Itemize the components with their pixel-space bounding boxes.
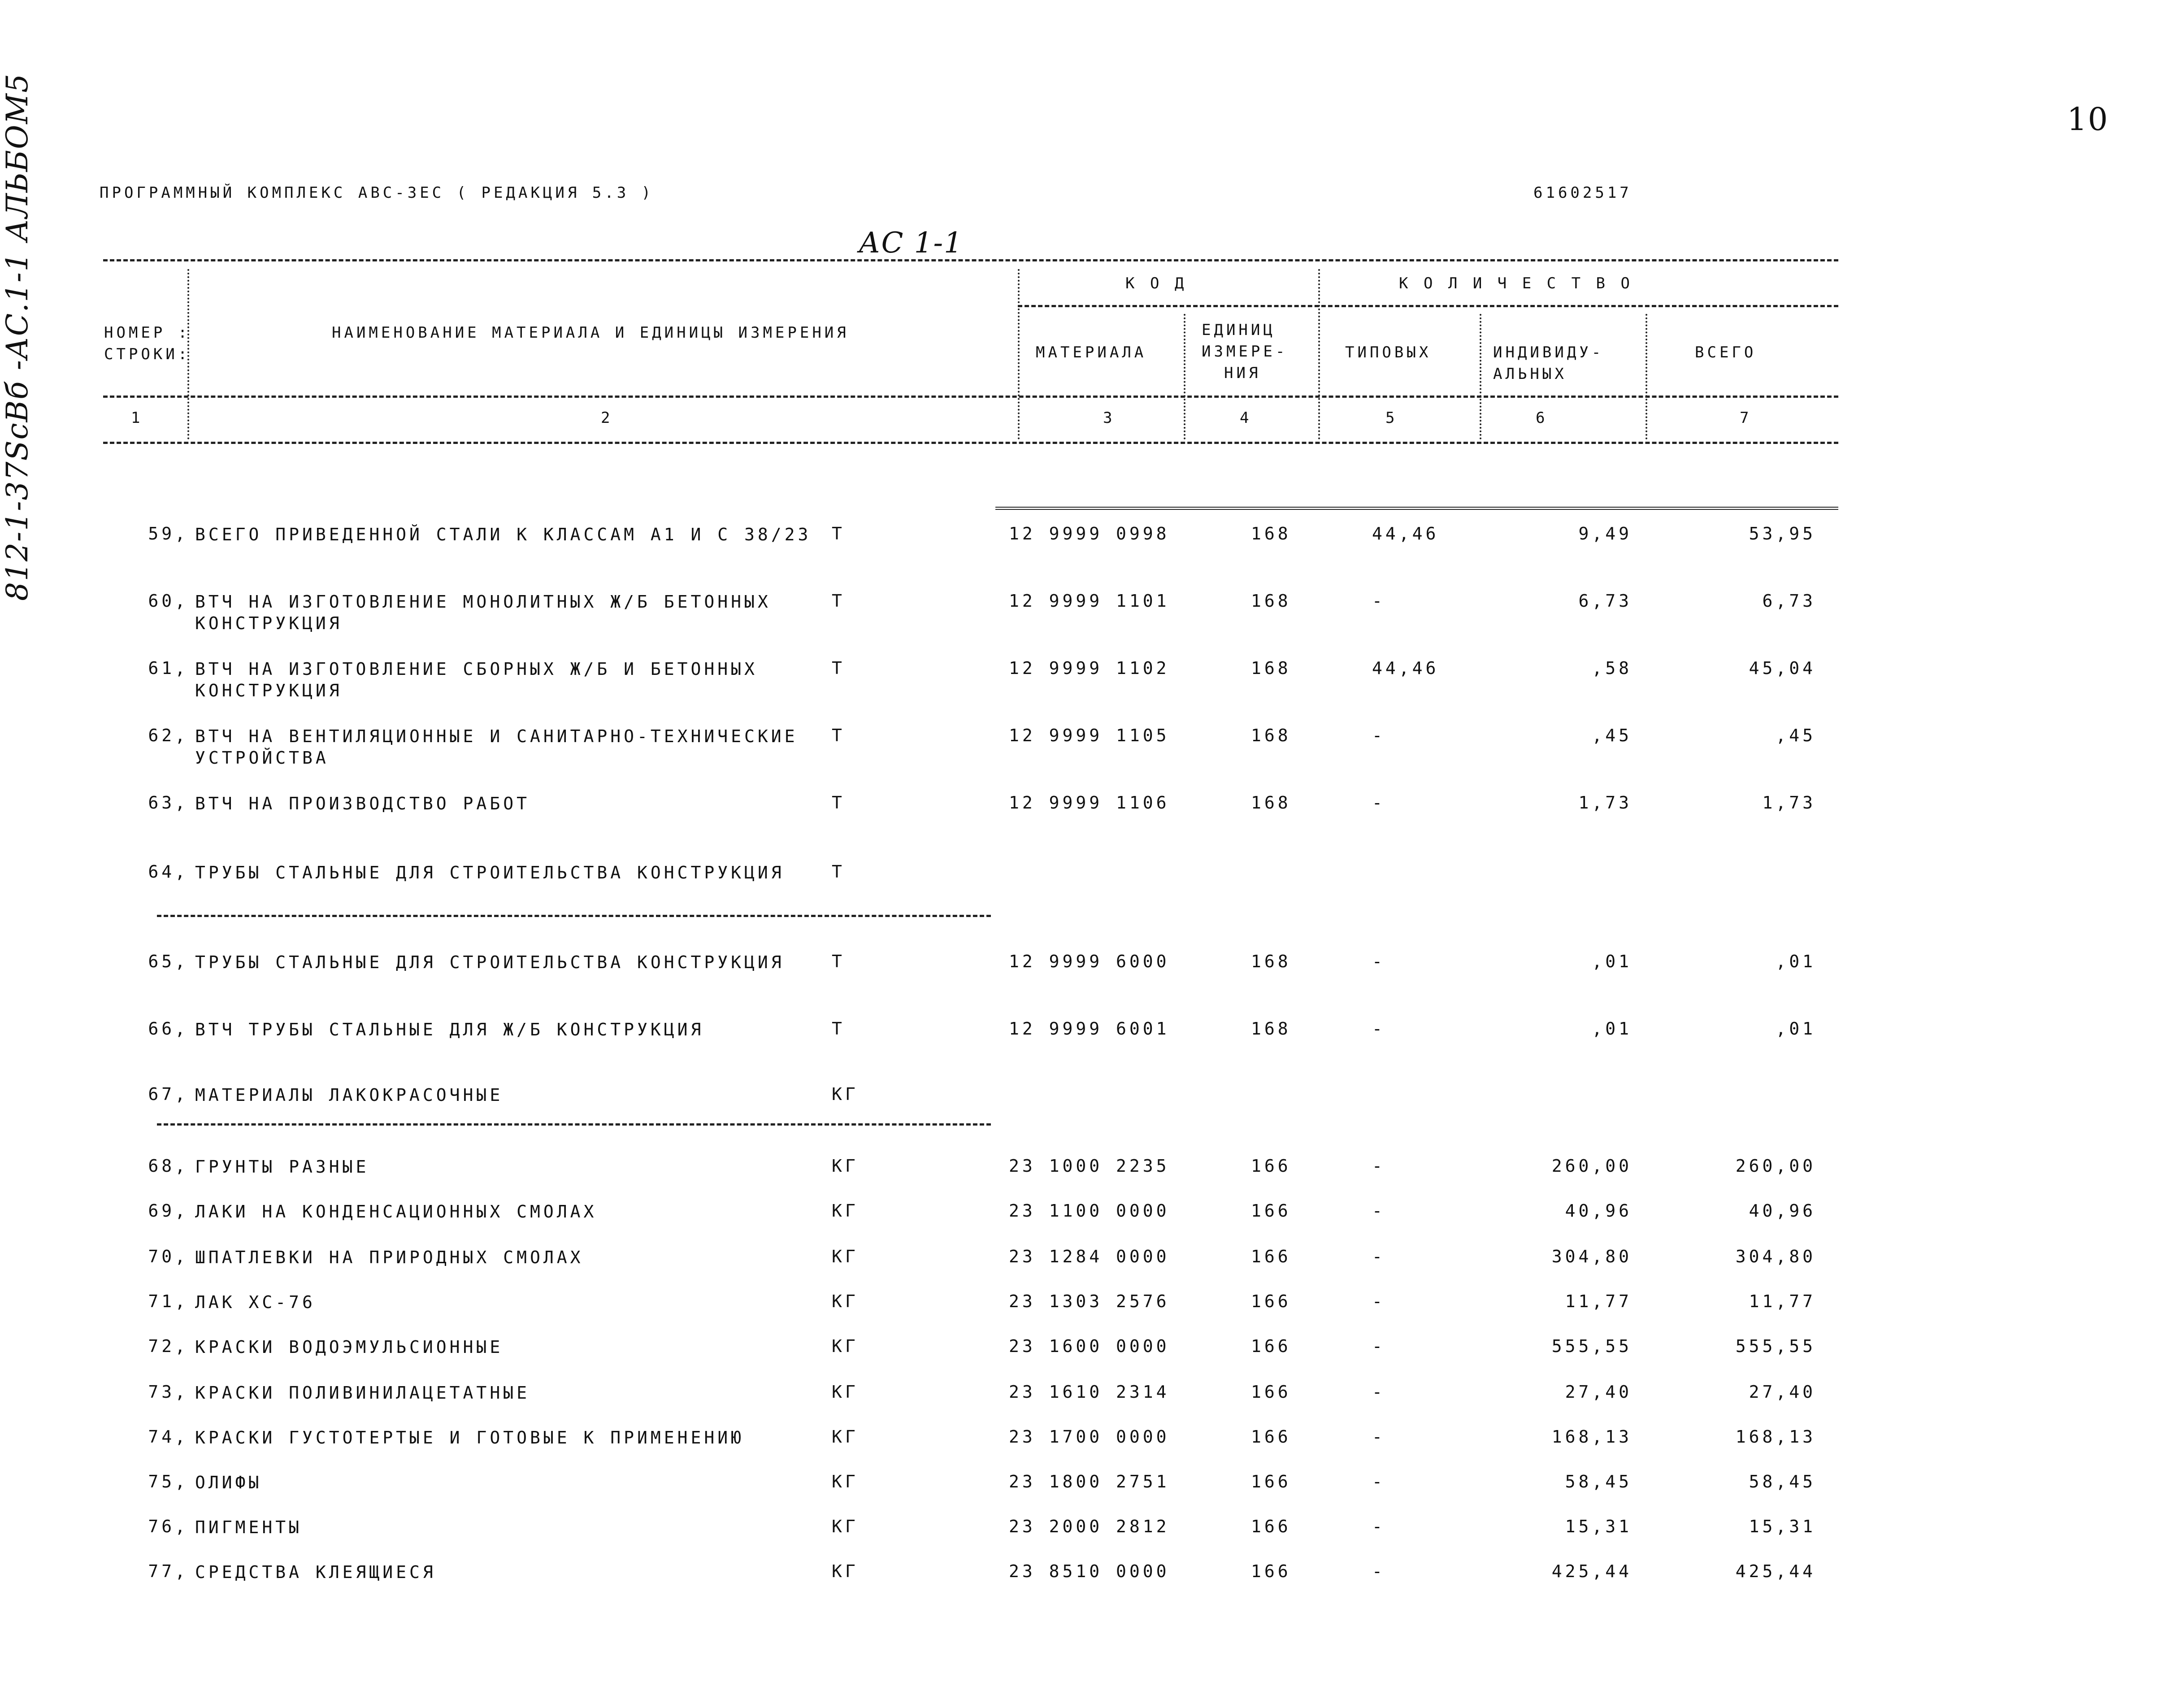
material-name: ТРУБЫ СТАЛЬНЫЕ ДЛЯ СТРОИТЕЛЬСТВА КОНСТРУКЦИЯ [195, 952, 785, 972]
unit-code: 168 [1251, 726, 1291, 745]
row-number: 71, [148, 1291, 188, 1311]
header-code-rule [1018, 305, 1838, 307]
unit-code: 166 [1251, 1517, 1291, 1536]
unit-code: 168 [1251, 591, 1291, 611]
individual-qty: 27,40 [1565, 1382, 1632, 1402]
material-code: 23 1700 0000 [1009, 1427, 1170, 1447]
header-material: МАТЕРИАЛА [1036, 343, 1147, 361]
row-number: 70, [148, 1247, 188, 1266]
material-code: 12 9999 6000 [1009, 952, 1170, 971]
side-annotation: 812-1-37ЅсВб -АС.1-1 АЛЬБОМ5 [0, 73, 35, 601]
total-qty: 260,00 [1735, 1156, 1816, 1176]
header-typical: ТИПОВЫХ [1345, 343, 1432, 361]
typical-qty: 44,46 [1372, 658, 1439, 678]
header-name: НАИМЕНОВАНИЕ МАТЕРИАЛА И ЕДИНИЦЫ ИЗМЕРЕНИЯ [332, 324, 849, 342]
material-code: 23 1600 0000 [1009, 1336, 1170, 1356]
material-name: ШПАТЛЕВКИ НА ПРИРОДНЫХ СМОЛАХ [195, 1248, 584, 1267]
program-title: ПРОГРАММНЫЙ КОМПЛЕКС АВС-ЗЕС ( РЕДАКЦИЯ 5.3 ) [100, 184, 654, 202]
typical-qty: - [1372, 726, 1385, 745]
row-number: 72, [148, 1336, 188, 1356]
typical-qty: - [1372, 1427, 1385, 1447]
header-code: К О Д [1125, 274, 1187, 292]
material-code: 23 8510 0000 [1009, 1561, 1170, 1581]
material-code: 23 1000 2235 [1009, 1156, 1170, 1176]
unit-of-measure: КГ [832, 1201, 859, 1221]
total-qty: ,01 [1776, 952, 1816, 971]
typical-qty: - [1372, 1019, 1385, 1039]
row-number: 62, [148, 726, 188, 745]
material-code: 23 1610 2314 [1009, 1382, 1170, 1402]
individual-qty: 40,96 [1565, 1201, 1632, 1221]
unit-code: 166 [1251, 1382, 1291, 1402]
typical-qty: - [1372, 1561, 1385, 1581]
individual-qty: ,45 [1592, 726, 1632, 745]
typical-qty: - [1372, 1336, 1385, 1356]
unit-code: 166 [1251, 1156, 1291, 1176]
individual-qty: 304,80 [1551, 1247, 1632, 1266]
typical-qty: - [1372, 1247, 1385, 1266]
individual-qty: 425,44 [1551, 1561, 1632, 1581]
row-number: 64, [148, 862, 188, 882]
row-number: 69, [148, 1201, 188, 1221]
unit-of-measure: Т [832, 862, 845, 882]
unit-code: 166 [1251, 1291, 1291, 1311]
header-individual-1: ИНДИВИДУ- [1493, 343, 1604, 361]
typical-qty: - [1372, 1472, 1385, 1491]
group-separator [157, 1123, 991, 1126]
row-number: 59, [148, 524, 188, 543]
row-number: 75, [148, 1472, 188, 1491]
total-qty: 168,13 [1735, 1427, 1816, 1447]
row-number: 77, [148, 1561, 188, 1581]
material-code: 23 1800 2751 [1009, 1472, 1170, 1491]
col-number-5: 5 [1385, 409, 1398, 427]
typical-qty: - [1372, 1201, 1385, 1221]
typical-qty: 44,46 [1372, 524, 1439, 543]
unit-code: 168 [1251, 524, 1291, 543]
typical-qty: - [1372, 952, 1385, 971]
material-name: ВТЧ НА ИЗГОТОВЛЕНИЕ МОНОЛИТНЫХ Ж/Б БЕТОННЫХ КОНСТРУКЦИЯ [195, 592, 771, 633]
individual-qty: 58,45 [1565, 1472, 1632, 1491]
row-number: 63, [148, 793, 188, 813]
unit-of-measure: КГ [832, 1561, 859, 1581]
data-top-rule [995, 507, 1838, 510]
unit-of-measure: Т [832, 1019, 845, 1039]
unit-of-measure: Т [832, 658, 845, 678]
header-divider-6 [1646, 314, 1647, 439]
material-code: 12 9999 6001 [1009, 1019, 1170, 1039]
total-qty: 15,31 [1749, 1517, 1816, 1536]
handwritten-title: АС 1-1 [859, 226, 963, 260]
individual-qty: 168,13 [1551, 1427, 1632, 1447]
header-unit-1: ЕДИНИЦ [1202, 321, 1276, 339]
material-name: ТРУБЫ СТАЛЬНЫЕ ДЛЯ СТРОИТЕЛЬСТВА КОНСТРУКЦИЯ [195, 863, 785, 883]
unit-code: 168 [1251, 952, 1291, 971]
typical-qty: - [1372, 1156, 1385, 1176]
unit-code: 168 [1251, 1019, 1291, 1039]
material-code: 12 9999 1106 [1009, 793, 1170, 813]
material-name: ОЛИФЫ [195, 1473, 262, 1492]
row-number: 68, [148, 1156, 188, 1176]
unit-of-measure: КГ [832, 1156, 859, 1176]
header-top-rule [103, 259, 1838, 261]
material-name: СРЕДСТВА КЛЕЯЩИЕСЯ [195, 1562, 436, 1582]
page-number: 10 [2067, 101, 2109, 138]
col-number-4: 4 [1240, 409, 1252, 427]
row-number: 60, [148, 591, 188, 611]
total-qty: 40,96 [1749, 1201, 1816, 1221]
header-mid-rule [103, 396, 1838, 398]
individual-qty: 15,31 [1565, 1517, 1632, 1536]
individual-qty: ,58 [1592, 658, 1632, 678]
unit-code: 166 [1251, 1472, 1291, 1491]
total-qty: 27,40 [1749, 1382, 1816, 1402]
unit-code: 166 [1251, 1336, 1291, 1356]
total-qty: ,45 [1776, 726, 1816, 745]
unit-code: 166 [1251, 1561, 1291, 1581]
individual-qty: 11,77 [1565, 1291, 1632, 1311]
material-code: 23 1100 0000 [1009, 1201, 1170, 1221]
material-name: ВТЧ НА ПРОИЗВОДСТВО РАБОТ [195, 794, 530, 813]
unit-of-measure: Т [832, 726, 845, 745]
material-name: ВСЕГО ПРИВЕДЕННОЙ СТАЛИ К КЛАССАМ А1 И С 38/23 [195, 525, 812, 544]
individual-qty: 6,73 [1578, 591, 1632, 611]
unit-code: 168 [1251, 793, 1291, 813]
unit-of-measure: КГ [832, 1472, 859, 1491]
material-code: 12 9999 1102 [1009, 658, 1170, 678]
unit-of-measure: КГ [832, 1247, 859, 1266]
unit-code: 166 [1251, 1247, 1291, 1266]
individual-qty: 9,49 [1578, 524, 1632, 543]
unit-of-measure: Т [832, 591, 845, 611]
header-total: ВСЕГО [1695, 343, 1757, 361]
row-number: 67, [148, 1084, 188, 1104]
individual-qty: ,01 [1592, 952, 1632, 971]
material-name: ПИГМЕНТЫ [195, 1517, 303, 1537]
col-number-1: 1 [131, 409, 143, 427]
header-unit-2: ИЗМЕРЕ- [1202, 343, 1288, 361]
individual-qty: 1,73 [1578, 793, 1632, 813]
material-code: 23 1303 2576 [1009, 1291, 1170, 1311]
typical-qty: - [1372, 1291, 1385, 1311]
typical-qty: - [1372, 793, 1385, 813]
header-row-number-1: НОМЕР : [104, 324, 191, 342]
total-qty: 1,73 [1762, 793, 1816, 813]
header-quantity: К О Л И Ч Е С Т В О [1399, 274, 1633, 292]
unit-code: 168 [1251, 658, 1291, 678]
unit-of-measure: КГ [832, 1336, 859, 1356]
row-number: 73, [148, 1382, 188, 1402]
total-qty: ,01 [1776, 1019, 1816, 1039]
header-divider-4 [1318, 269, 1320, 439]
group-separator [157, 915, 991, 917]
material-code: 12 9999 0998 [1009, 524, 1170, 543]
header-divider-2 [1018, 269, 1020, 439]
individual-qty: 260,00 [1551, 1156, 1632, 1176]
header-individual-2: АЛЬНЫХ [1493, 365, 1567, 383]
typical-qty: - [1372, 1382, 1385, 1402]
material-name: ВТЧ НА ИЗГОТОВЛЕНИЕ СБОРНЫХ Ж/Б И БЕТОННЫХ КОНСТРУКЦИЯ [195, 659, 758, 700]
header-row-number-2: СТРОКИ: [104, 345, 191, 363]
individual-qty: ,01 [1592, 1019, 1632, 1039]
unit-of-measure: КГ [832, 1084, 859, 1104]
unit-code: 166 [1251, 1427, 1291, 1447]
unit-of-measure: КГ [832, 1291, 859, 1311]
unit-code: 166 [1251, 1201, 1291, 1221]
material-name: КРАСКИ ГУСТОТЕРТЫЕ И ГОТОВЫЕ К ПРИМЕНЕНИЮ [195, 1428, 744, 1448]
total-qty: 53,95 [1749, 524, 1816, 543]
total-qty: 425,44 [1735, 1561, 1816, 1581]
row-number: 65, [148, 952, 188, 971]
row-number: 66, [148, 1019, 188, 1039]
typical-qty: - [1372, 591, 1385, 611]
material-name: ВТЧ ТРУБЫ СТАЛЬНЫЕ ДЛЯ Ж/Б КОНСТРУКЦИЯ [195, 1020, 704, 1039]
row-number: 61, [148, 658, 188, 678]
material-name: ВТЧ НА ВЕНТИЛЯЦИОННЫЕ И САНИТАРНО-ТЕХНИЧЕСКИЕ УСТРОЙСТВА [195, 726, 798, 768]
row-number: 74, [148, 1427, 188, 1447]
material-name: ГРУНТЫ РАЗНЫЕ [195, 1157, 369, 1177]
total-qty: 11,77 [1749, 1291, 1816, 1311]
material-name: МАТЕРИАЛЫ ЛАКОКРАСОЧНЫЕ [195, 1085, 504, 1105]
total-qty: 58,45 [1749, 1472, 1816, 1491]
unit-of-measure: Т [832, 793, 845, 813]
total-qty: 304,80 [1735, 1247, 1816, 1266]
unit-of-measure: Т [832, 524, 845, 543]
material-name: КРАСКИ ВОДОЭМУЛЬСИОННЫЕ [195, 1337, 504, 1357]
header-unit-3: НИЯ [1224, 364, 1261, 382]
unit-of-measure: КГ [832, 1427, 859, 1447]
typical-qty: - [1372, 1517, 1385, 1536]
material-code: 12 9999 1101 [1009, 591, 1170, 611]
unit-of-measure: КГ [832, 1382, 859, 1402]
row-number: 76, [148, 1517, 188, 1536]
col-number-6: 6 [1536, 409, 1548, 427]
col-number-3: 3 [1103, 409, 1116, 427]
header-divider-5 [1480, 314, 1481, 439]
col-number-2: 2 [601, 409, 613, 427]
material-name: ЛАКИ НА КОНДЕНСАЦИОННЫХ СМОЛАХ [195, 1202, 597, 1222]
material-code: 12 9999 1105 [1009, 726, 1170, 745]
unit-of-measure: КГ [832, 1517, 859, 1536]
individual-qty: 555,55 [1551, 1336, 1632, 1356]
material-name: КРАСКИ ПОЛИВИНИЛАЦЕТАТНЫЕ [195, 1383, 530, 1403]
header-bottom-rule [103, 442, 1838, 444]
material-code: 23 2000 2812 [1009, 1517, 1170, 1536]
document-code: 61602517 [1533, 184, 1632, 202]
col-number-7: 7 [1740, 409, 1752, 427]
total-qty: 45,04 [1749, 658, 1816, 678]
material-code: 23 1284 0000 [1009, 1247, 1170, 1266]
unit-of-measure: Т [832, 952, 845, 971]
material-name: ЛАК ХС-76 [195, 1292, 316, 1312]
header-divider-3 [1184, 314, 1185, 439]
total-qty: 555,55 [1735, 1336, 1816, 1356]
total-qty: 6,73 [1762, 591, 1816, 611]
